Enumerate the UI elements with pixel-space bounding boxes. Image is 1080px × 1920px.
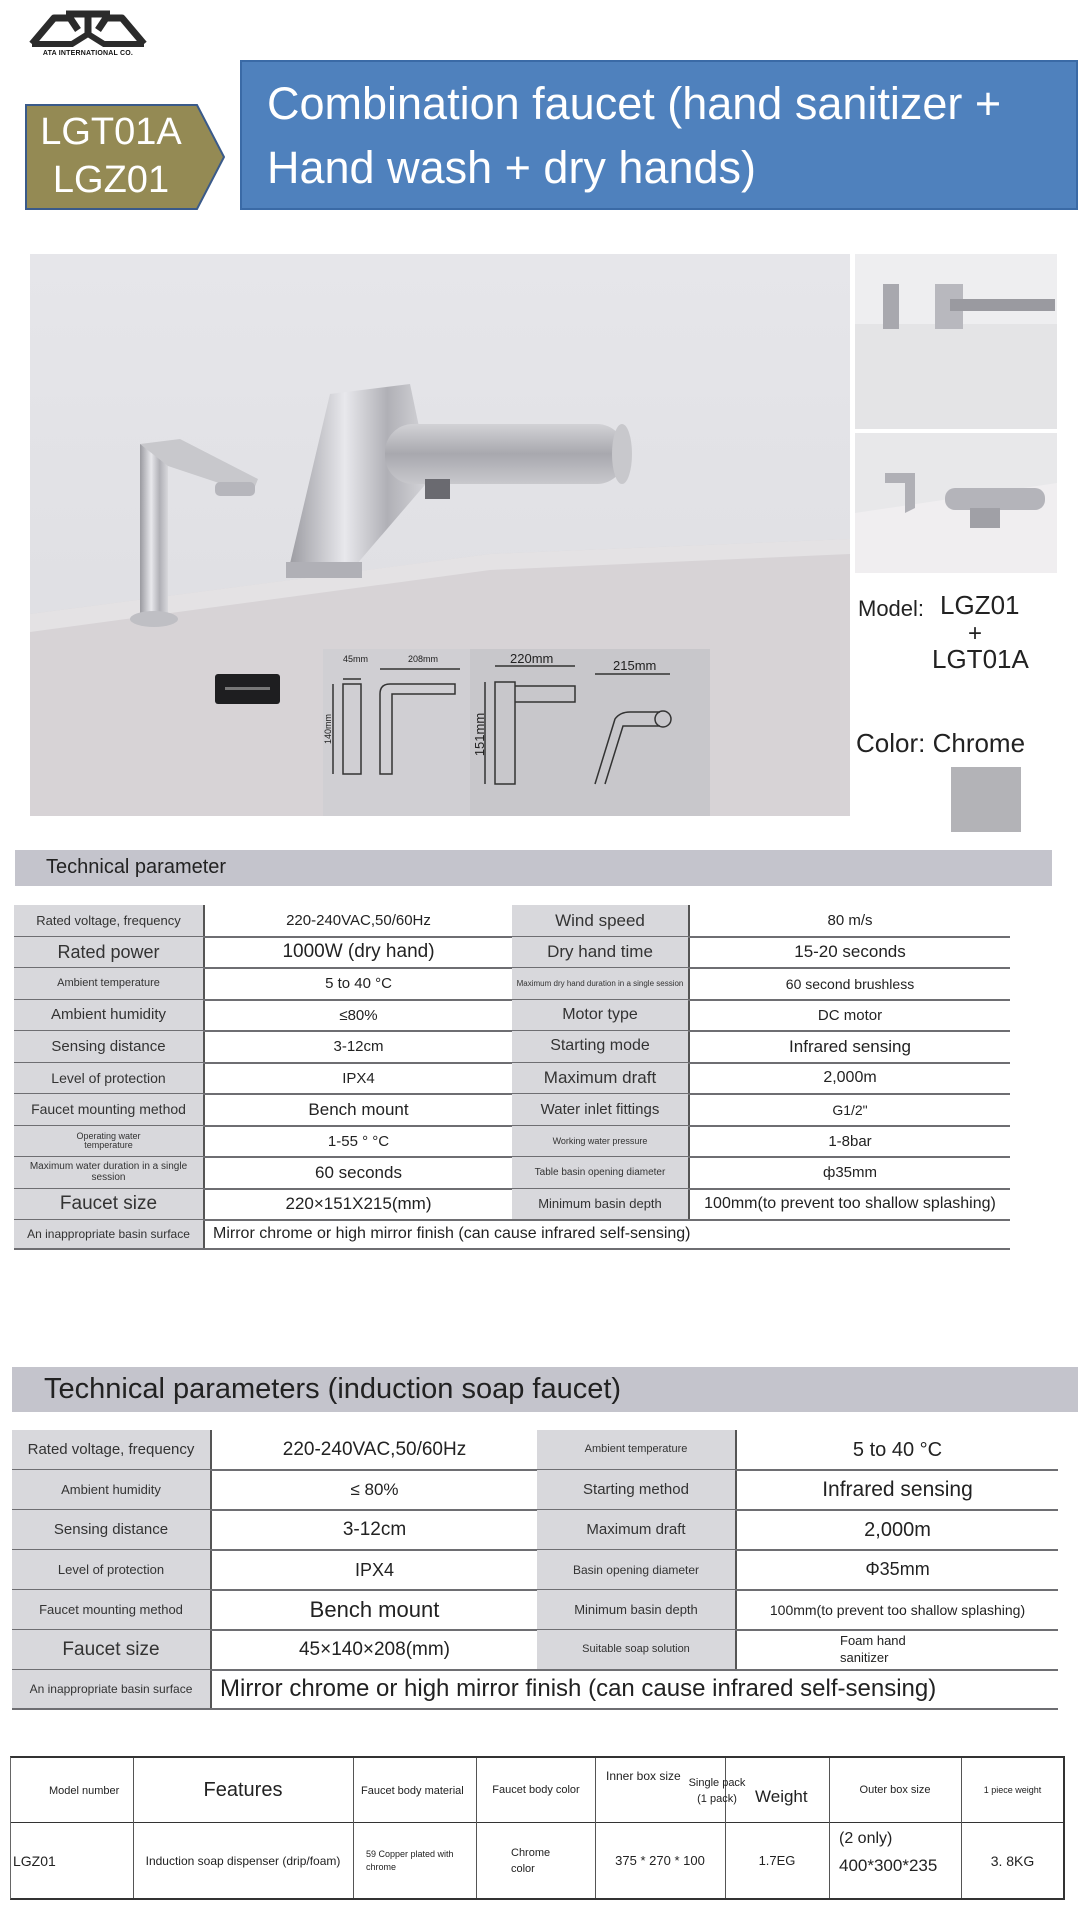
model-tag-line1: LGT01A (40, 111, 182, 153)
dim-length-215: 215mm (613, 658, 657, 673)
param-value: Infrared sensing (789, 1036, 911, 1056)
product-photo (30, 254, 850, 816)
param-label: Suitable soap solution (537, 1630, 735, 1670)
param-value: Mirror chrome or high mirror finish (can cause infrared self-sensing) (213, 1225, 691, 1242)
row-divider (14, 1248, 1010, 1250)
faucet-front-view (855, 254, 1057, 429)
param-value: 100mm(to prevent too shallow splashing) (704, 1194, 996, 1212)
cell-body-color: Chrome color (511, 1846, 551, 1875)
param-value: 60 second brushless (785, 975, 915, 992)
model-label: Model: (858, 596, 925, 621)
param-label: Sensing distance (12, 1510, 210, 1550)
param-label: Level of protection (14, 1063, 203, 1095)
cell-inner-box-size: 375 * 270 * 100 (615, 1853, 705, 1868)
param-value: 5 to 40 °C (852, 1439, 943, 1461)
param-label: Sensing distance (14, 1031, 203, 1063)
param-label: Rated voltage, frequency (14, 905, 203, 937)
param-value: Bench mount (308, 1099, 409, 1119)
param-label: Rated power (14, 937, 203, 969)
param-value: DC motor (817, 1006, 883, 1024)
param-label: Rated voltage, frequency (12, 1430, 210, 1470)
param-label: Water inlet fittings (512, 1094, 688, 1126)
param-value: 60 seconds (315, 1162, 402, 1182)
param-label: Starting mode (512, 1031, 688, 1063)
param-value: Bench mount (309, 1597, 440, 1622)
param-label: Motor type (512, 1000, 688, 1032)
param-label: Minimum basin depth (537, 1590, 735, 1630)
thumbnail-photo-front (855, 254, 1057, 429)
ata-logo-mark (28, 8, 148, 50)
model-2: LGT01A (932, 644, 1029, 674)
cell-body-material: 59 Copper plated with chrome (366, 1848, 454, 1872)
param-label: Ambient temperature (537, 1430, 735, 1470)
row-divider (12, 1708, 1058, 1710)
param-value: 5 to 40 °C (325, 975, 392, 993)
dim-height-140: 140mm (323, 713, 334, 745)
header-features: Features (203, 1778, 283, 1801)
section-header-soap-faucet (12, 1367, 1078, 1412)
param-value: 2,000m (864, 1519, 931, 1541)
cell-outer-box-qty: (2 only) (839, 1830, 893, 1847)
param-label: Minimum basin depth (512, 1189, 688, 1221)
header-outer-box-size: Outer box size (859, 1784, 931, 1796)
param-value: ф35mm (822, 1164, 878, 1181)
param-value: 3-12cm (333, 1038, 384, 1056)
header-body-color: Faucet body color (492, 1784, 580, 1796)
header-inner-box-size: Inner box size (606, 1769, 681, 1783)
param-value: IPX4 (354, 1559, 395, 1580)
param-label: Ambient temperature (14, 968, 203, 1000)
param-value: Φ35mm (865, 1559, 930, 1580)
param-value: 2,000m (823, 1068, 877, 1086)
param-value: ≤ 80% (350, 1480, 399, 1499)
param-value: 220-240VAC,50/60Hz (282, 1439, 467, 1460)
product-packaging-table (10, 1756, 1065, 1900)
cell-outer-box-size: 400*300*235 (839, 1856, 938, 1875)
param-value: 100mm(to prevent too shallow splashing) (769, 1601, 1026, 1618)
dim-width-45: 45mm (343, 654, 369, 664)
thumbnail-photo-angle (855, 433, 1057, 573)
param-label: An inappropriate basin surface (12, 1670, 210, 1708)
param-value: 1-55 ° °C (327, 1132, 390, 1150)
header-piece-weight: 1 piece weight (983, 1785, 1042, 1795)
param-label: Ambient humidity (14, 1000, 203, 1032)
model-tag-line2: LGZ01 (52, 159, 170, 201)
dim-length-220: 220mm (510, 651, 554, 666)
param-value: G1/2" (832, 1101, 868, 1118)
param-label: Maximum draft (512, 1063, 688, 1095)
title-banner (240, 60, 1078, 210)
param-label: Maximum dry hand duration in a single session (512, 968, 688, 1000)
section-title: Technical parameter (46, 856, 227, 878)
cell-features: Induction soap dispenser (drip/foam) (145, 1853, 341, 1868)
param-label: Basin opening diameter (537, 1550, 735, 1590)
header-weight: Weight (755, 1787, 808, 1806)
section-header-technical-parameter (15, 850, 1052, 886)
param-label: Faucet size (12, 1630, 210, 1670)
param-value: 220×151X215(mm) (285, 1194, 432, 1214)
param-label: Faucet mounting method (12, 1590, 210, 1630)
param-value: IPX4 (342, 1069, 375, 1087)
company-logo (28, 8, 148, 64)
param-value: Foam hand sanitizer (840, 1633, 906, 1665)
param-value: Mirror chrome or high mirror finish (can cause infrared self-sensing) (220, 1675, 937, 1702)
param-value: 80 m/s (827, 912, 873, 929)
param-value: 220-240VAC,50/60Hz (286, 912, 431, 930)
model-plus: + (968, 620, 983, 647)
param-label: Level of protection (12, 1550, 210, 1590)
param-label: Working water pressure (512, 1126, 688, 1158)
param-label: Maximum draft (537, 1510, 735, 1550)
param-value: 1000W (dry hand) (282, 941, 435, 963)
banner-line1: Combination faucet (hand sanitizer + (267, 78, 1002, 129)
dim-height-151: 151mm (472, 712, 488, 757)
param-label: Wind speed (512, 905, 688, 937)
dim-length-208: 208mm (408, 654, 439, 664)
model-tag (25, 104, 225, 210)
param-label: Starting method (537, 1470, 735, 1510)
faucet-angle-view (855, 433, 1057, 573)
param-value: 1-8bar (828, 1132, 872, 1150)
param-label: Ambient humidity (12, 1470, 210, 1510)
param-value: 45×140×208(mm) (298, 1639, 451, 1660)
param-value: Infrared sensing (822, 1478, 973, 1502)
header-body-material: Faucet body material (361, 1784, 464, 1797)
model-1: LGZ01 (940, 590, 1020, 620)
model-info (858, 590, 1068, 690)
param-label: Operating water temperature (14, 1126, 203, 1158)
header-model-number: Model number (49, 1784, 120, 1797)
cell-piece-weight: 3. 8KG (990, 1852, 1035, 1869)
banner-line2: Hand wash + dry hands) (267, 142, 757, 193)
param-label: Faucet size (14, 1189, 203, 1221)
param-value: 3-12cm (342, 1519, 407, 1540)
param-label: Table basin opening diameter (512, 1157, 688, 1189)
section-title: Technical parameters (induction soap faucet) (44, 1373, 622, 1405)
param-label: Faucet mounting method (14, 1094, 203, 1126)
logo-text: ATA INTERNATIONAL CO. (42, 50, 134, 57)
header-single-pack: Single pack (1 pack) (688, 1777, 746, 1805)
param-label: Dry hand time (512, 937, 688, 969)
param-value: 15-20 seconds (794, 942, 906, 962)
faucet-illustration (30, 254, 850, 816)
color-swatch (951, 767, 1021, 832)
cell-model-number: LGZ01 (13, 1852, 56, 1869)
cell-weight: 1.7EG (758, 1853, 796, 1868)
param-value: ≤80% (339, 1006, 378, 1024)
param-label: Maximum water duration in a single session (14, 1157, 203, 1189)
col-divider (353, 1758, 354, 1898)
param-label: An inappropriate basin surface (14, 1220, 203, 1248)
color-label: Color: Chrome (856, 728, 1026, 758)
